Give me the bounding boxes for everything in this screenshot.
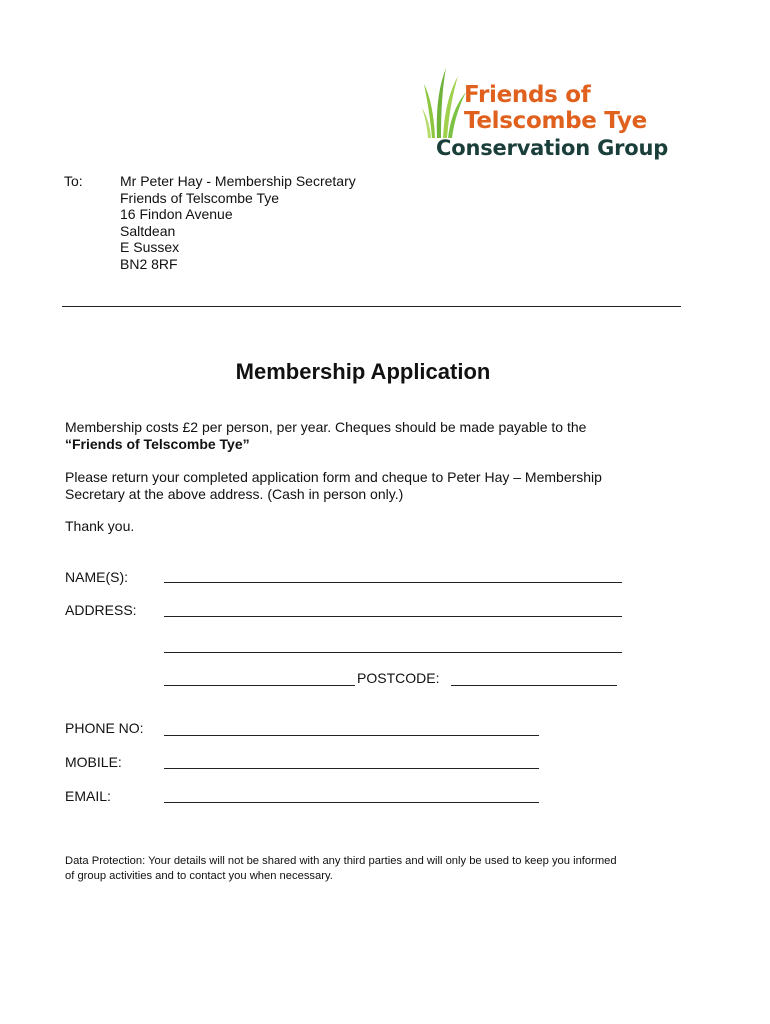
email-label: EMAIL: (65, 788, 111, 804)
address-input-line-2[interactable] (164, 652, 622, 653)
address-line: Saltdean (120, 222, 176, 239)
postcode-label: POSTCODE: (357, 670, 440, 686)
address-line: BN2 8RF (120, 255, 178, 272)
address-input-line-1[interactable] (164, 616, 622, 617)
return-instructions-line: Secretary at the above address. (Cash in person only.) (65, 485, 404, 502)
postcode-input[interactable] (451, 685, 617, 686)
grass-icon (422, 64, 468, 140)
data-protection-note (65, 854, 685, 883)
logo-text-telscombe-tye: Telscombe Tye (464, 108, 647, 134)
logo-text-friends-of: Friends of (464, 82, 591, 108)
payee-name: “Friends of Telscombe Tye” (65, 435, 250, 452)
logo (418, 62, 678, 172)
membership-cost-paragraph (65, 419, 695, 453)
address-line: Friends of Telscombe Tye (120, 189, 280, 206)
address-input-line-3[interactable] (164, 685, 355, 686)
mobile-label: MOBILE: (65, 754, 122, 770)
logo-text-conservation-group: Conservation Group (436, 136, 669, 160)
thank-you-text: Thank you. (65, 518, 135, 534)
email-input[interactable] (164, 802, 539, 803)
recipient-address (120, 173, 356, 273)
address-line: E Sussex (120, 239, 180, 256)
return-instructions-line: Please return your completed application form and cheque to Peter Hay – Membership (65, 469, 602, 485)
data-protection-line: of group activities and to contact you when necessary. (65, 869, 333, 882)
mobile-input[interactable] (164, 768, 539, 769)
address-line: Mr Peter Hay - Membership Secretary (120, 173, 356, 189)
membership-cost-text: Membership costs £2 per person, per year. Cheques should be made payable to the (65, 419, 587, 435)
address-label: ADDRESS: (65, 602, 137, 618)
return-instructions-paragraph (65, 469, 695, 503)
page-title: Membership Application (235, 359, 491, 384)
names-label: NAME(S): (65, 569, 128, 585)
address-line: 16 Findon Avenue (120, 206, 233, 223)
names-input[interactable] (164, 582, 622, 583)
data-protection-line: Data Protection: Your details will not be shared with any third parties and will only be used to keep you informed (65, 855, 617, 867)
to-label: To: (64, 173, 83, 189)
divider (62, 306, 681, 307)
phone-input[interactable] (164, 735, 539, 736)
phone-label: PHONE NO: (65, 720, 144, 736)
